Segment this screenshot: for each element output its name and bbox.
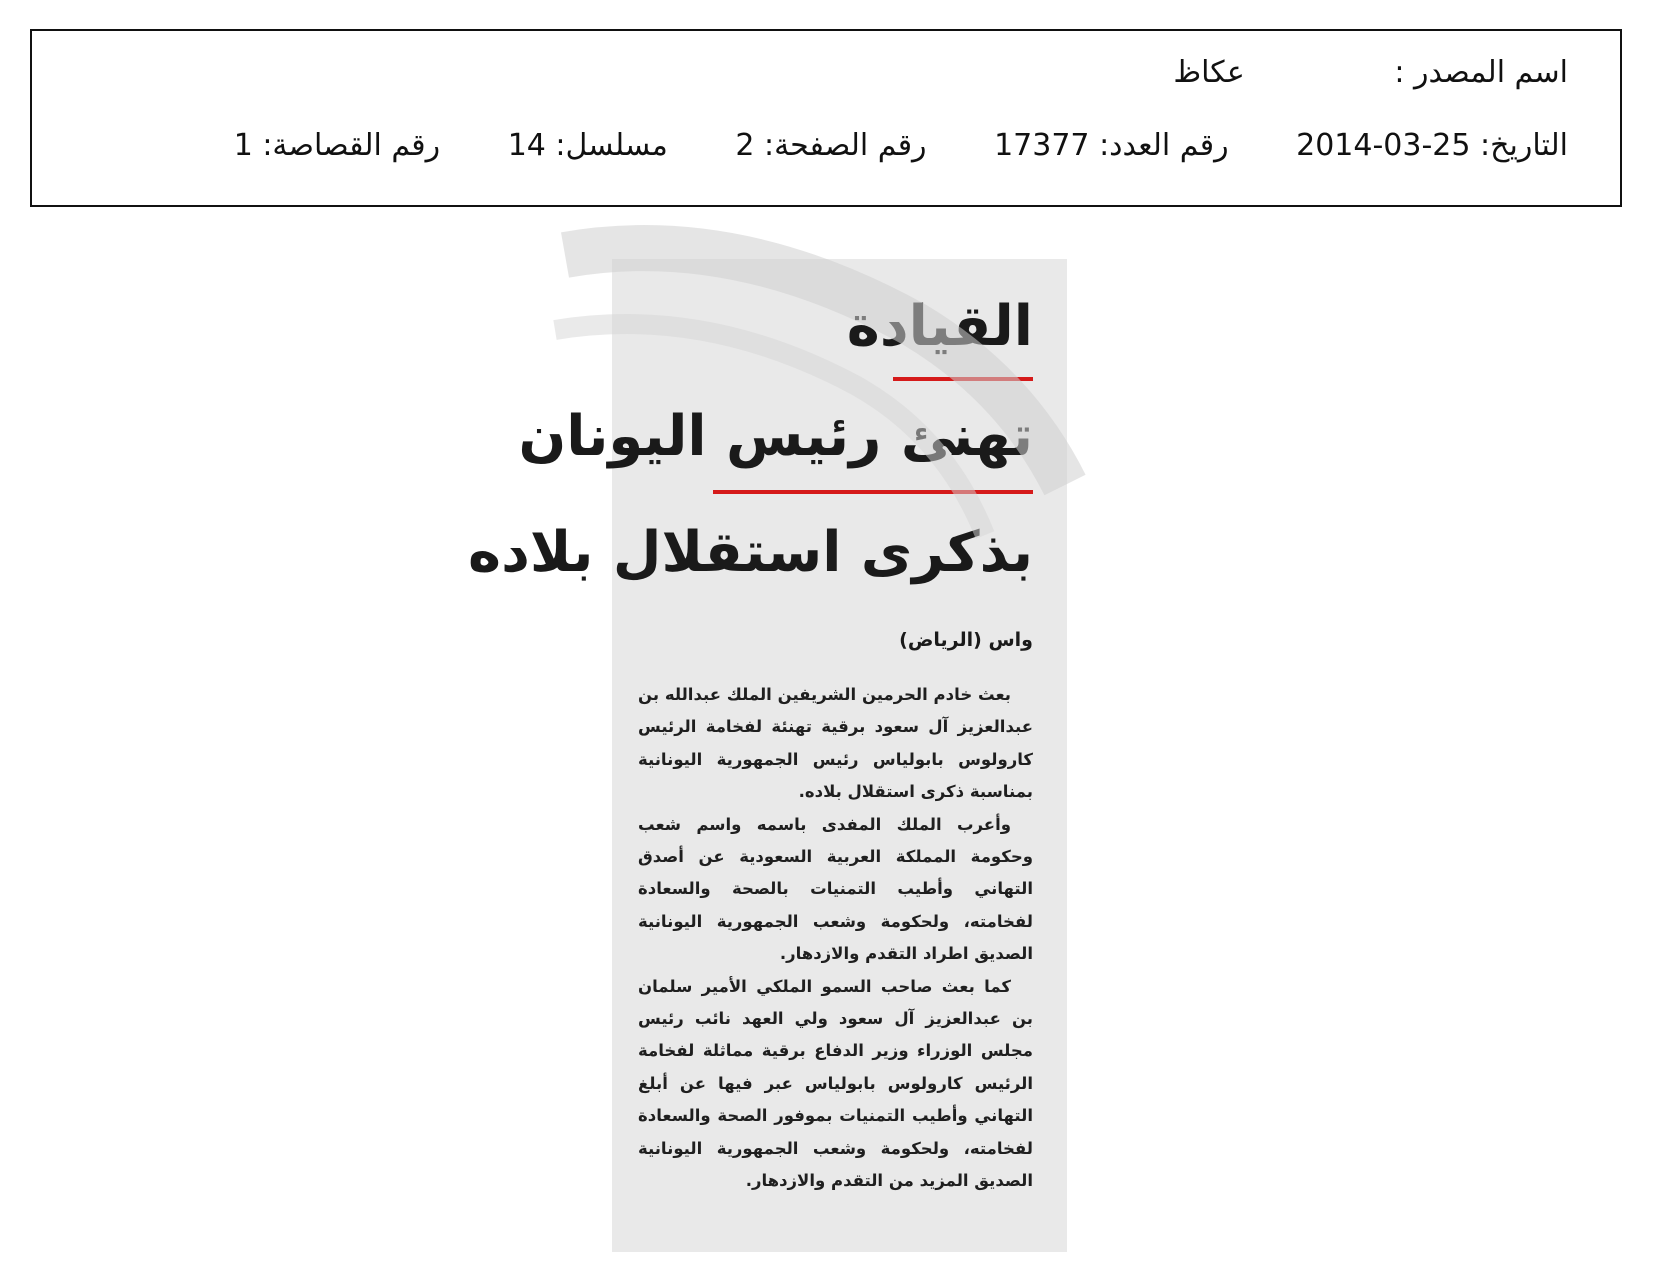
headline-divider-1 xyxy=(893,377,1033,381)
page-label: رقم الصفحة: xyxy=(763,128,927,163)
source-label: اسم المصدر : xyxy=(1394,55,1568,90)
serial-field xyxy=(508,126,668,166)
date-value: 2014-03-25 xyxy=(1296,128,1471,163)
serial-value: 14 xyxy=(507,128,546,163)
news-clipping xyxy=(468,259,1067,1252)
source-value: عكاظ xyxy=(1173,55,1245,90)
headline-line-2: تهنئ رئيس اليونان xyxy=(518,404,1033,469)
byline: واس (الرياض) xyxy=(899,629,1033,651)
date-label: التاريخ: xyxy=(1480,128,1568,163)
issue-value: 17377 xyxy=(994,128,1090,163)
page-field xyxy=(735,126,926,166)
metadata-header xyxy=(30,29,1622,207)
date-field xyxy=(1296,126,1568,166)
serial-label: مسلسل: xyxy=(555,128,668,163)
details-row xyxy=(234,126,1568,166)
clip-label: رقم القصاصة: xyxy=(262,128,441,163)
headline-line-1: القيادة xyxy=(846,294,1033,359)
issue-label: رقم العدد: xyxy=(1099,128,1229,163)
page-value: 2 xyxy=(735,128,755,163)
article-paragraph-2: وأعرب الملك المفدى باسمه واسم شعب وحكومة المملكة العربية السعودية عن أصدق التهاني وأطيب التمنيات بالصحة والسعادة لفخامته، ولحكومة وشعب الجمهورية اليونانية الصديق اطراد التقدم والازدهار. xyxy=(638,814,1033,964)
headline-divider-2 xyxy=(713,490,1033,494)
article-body xyxy=(638,679,1033,1198)
article-paragraph-3: كما بعث صاحب السمو الملكي الأمير سلمان بن عبدالعزيز آل سعود ولي العهد نائب رئيس مجلس الوزراء وزير الدفاع برقية مماثلة لفخامة الرئيس كارولوس بابولياس عبر فيها عن أبلغ التهاني وأطيب التمنيات بموفور الصحة والسعادة لفخامته، ولحكومة وشعب الجمهورية اليونانية الصديق المزيد من التقدم والازدهار. xyxy=(638,976,1033,1191)
clip-value: 1 xyxy=(233,128,253,163)
source-row xyxy=(1173,53,1568,93)
issue-field xyxy=(994,126,1228,166)
headline-line-3: بذكرى استقلال بلاده xyxy=(468,520,1033,585)
article-paragraph-1: بعث خادم الحرمين الشريفين الملك عبدالله بن عبدالعزيز آل سعود برقية تهنئة لفخامة الرئيس كارولوس بابولياس رئيس الجمهورية اليونانية بمناسبة ذكرى استقلال بلاده. xyxy=(638,685,1033,802)
clip-field xyxy=(234,126,440,166)
